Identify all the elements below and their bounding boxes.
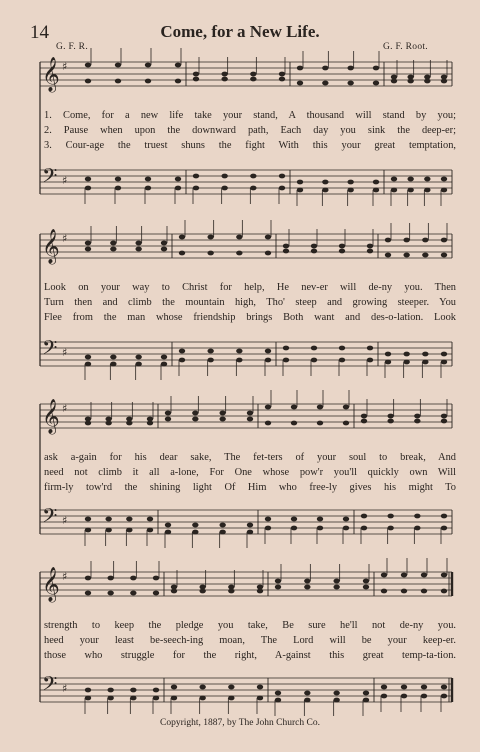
notehead <box>283 244 289 249</box>
notehead <box>147 528 153 533</box>
lyric-line: firm-ly tow'rd the shining light Of Him who free-ly gives his might To <box>44 482 456 493</box>
notehead <box>207 349 213 354</box>
notehead <box>207 235 213 240</box>
notehead <box>228 685 234 690</box>
lyric-line: Turn then and climb the mountain high, Tho' steep and growing steeper. You <box>44 297 456 308</box>
notehead <box>115 177 121 182</box>
notehead <box>110 362 116 367</box>
notehead <box>387 414 393 419</box>
notehead <box>171 589 177 594</box>
notehead <box>391 79 397 84</box>
notehead <box>311 249 317 254</box>
sharp-icon: ♯ <box>62 682 68 695</box>
notehead <box>85 79 91 84</box>
notehead <box>165 523 171 528</box>
notehead <box>192 530 198 535</box>
notehead <box>275 691 281 696</box>
notehead <box>247 411 253 416</box>
notehead <box>110 355 116 360</box>
notehead <box>265 421 271 426</box>
notehead <box>441 238 447 243</box>
notehead <box>153 688 159 693</box>
notehead <box>85 696 91 701</box>
notehead <box>441 414 447 419</box>
notehead <box>441 685 447 690</box>
notehead <box>291 517 297 522</box>
notehead <box>85 591 91 596</box>
notehead <box>317 526 323 531</box>
notehead <box>441 589 447 594</box>
notehead <box>373 81 379 86</box>
notehead <box>265 517 271 522</box>
notehead <box>422 360 428 365</box>
notehead <box>424 188 430 193</box>
notehead <box>236 251 242 256</box>
notehead <box>283 249 289 254</box>
notehead <box>275 585 281 590</box>
notehead <box>403 360 409 365</box>
lyricist-credit: G. F. R. <box>56 42 88 52</box>
notehead <box>145 186 151 191</box>
notehead <box>339 249 345 254</box>
notehead <box>171 696 177 701</box>
notehead <box>317 517 323 522</box>
lyric-line: those who struggle for the right, A-gainst this great temp-ta-tion. <box>44 650 456 661</box>
notehead <box>219 417 225 422</box>
notehead <box>135 241 141 246</box>
notehead <box>343 526 349 531</box>
notehead <box>179 251 185 256</box>
notehead <box>387 419 393 424</box>
notehead <box>193 72 199 77</box>
notehead <box>135 362 141 367</box>
notehead <box>291 421 297 426</box>
notehead <box>85 688 91 693</box>
notehead <box>147 421 153 426</box>
bass-clef-icon: 𝄢 <box>42 672 58 700</box>
sharp-icon: ♯ <box>62 346 68 359</box>
notehead <box>387 526 393 531</box>
notehead <box>343 517 349 522</box>
notehead <box>441 419 447 424</box>
notehead <box>381 685 387 690</box>
notehead <box>441 188 447 193</box>
lyric-line: 3. Cour-age the truest shuns the fight With this your great temptation, <box>44 140 456 151</box>
lyric-line: ask a-gain for his dear sake, The fet-ters of your soul to break, And <box>44 452 456 463</box>
notehead <box>421 589 427 594</box>
notehead <box>179 358 185 363</box>
notehead <box>297 66 303 71</box>
notehead <box>145 79 151 84</box>
notehead <box>126 421 132 426</box>
notehead <box>322 180 328 185</box>
notehead <box>247 523 253 528</box>
notehead <box>192 411 198 416</box>
copyright-notice: Copyright, 1887, by The John Church Co. <box>159 718 320 728</box>
notehead <box>311 346 317 351</box>
notehead <box>221 174 227 179</box>
notehead <box>221 77 227 82</box>
notehead <box>85 63 91 68</box>
notehead <box>373 66 379 71</box>
notehead <box>279 186 285 191</box>
notehead <box>145 177 151 182</box>
treble-clef-icon: 𝄞 <box>42 567 60 602</box>
notehead <box>147 517 153 522</box>
notehead <box>130 688 136 693</box>
treble-clef-icon: 𝄞 <box>42 229 60 264</box>
lyric-line: heed your least be-seech-ing moan, The Lord will be your keep-er. <box>44 635 456 646</box>
notehead <box>414 514 420 519</box>
notehead <box>333 585 339 590</box>
notehead <box>153 576 159 581</box>
sharp-icon: ♯ <box>62 174 68 187</box>
hymn-title: Come, for a New Life. <box>160 22 320 41</box>
notehead <box>441 253 447 258</box>
notehead <box>421 685 427 690</box>
notehead <box>236 358 242 363</box>
notehead <box>304 579 310 584</box>
notehead <box>385 360 391 365</box>
notehead <box>219 530 225 535</box>
notehead <box>179 235 185 240</box>
notehead <box>115 63 121 68</box>
notehead <box>130 591 136 596</box>
notehead <box>441 360 447 365</box>
notehead <box>265 526 271 531</box>
notehead <box>126 517 132 522</box>
notehead <box>193 186 199 191</box>
notehead <box>385 238 391 243</box>
notehead <box>110 241 116 246</box>
notehead <box>153 696 159 701</box>
notehead <box>304 691 310 696</box>
notehead <box>279 174 285 179</box>
notehead <box>236 235 242 240</box>
notehead <box>161 241 167 246</box>
notehead <box>304 585 310 590</box>
notehead <box>373 180 379 185</box>
notehead <box>171 685 177 690</box>
notehead <box>347 188 353 193</box>
notehead <box>219 523 225 528</box>
lyric-line: need not climb it all a-lone, For One whose pow'r you'll quickly own Will <box>44 467 456 478</box>
notehead <box>175 186 181 191</box>
notehead <box>422 238 428 243</box>
notehead <box>343 405 349 410</box>
notehead <box>165 417 171 422</box>
treble-clef-icon: 𝄞 <box>42 399 60 434</box>
treble-clef-icon: 𝄞 <box>42 57 60 92</box>
sharp-icon: ♯ <box>62 402 68 415</box>
notehead <box>441 177 447 182</box>
notehead <box>199 685 205 690</box>
bass-clef-icon: 𝄢 <box>42 164 58 192</box>
lyric-line: strength to keep the pledge you take, Be sure he'll not de-ny you. <box>44 620 456 631</box>
notehead <box>317 405 323 410</box>
notehead <box>291 405 297 410</box>
notehead <box>105 528 111 533</box>
notehead <box>317 421 323 426</box>
notehead <box>304 698 310 703</box>
notehead <box>165 530 171 535</box>
notehead <box>107 688 113 693</box>
notehead <box>347 81 353 86</box>
notehead <box>265 235 271 240</box>
notehead <box>165 411 171 416</box>
notehead <box>85 362 91 367</box>
notehead <box>107 576 113 581</box>
notehead <box>297 180 303 185</box>
notehead <box>391 177 397 182</box>
notehead <box>265 251 271 256</box>
notehead <box>175 79 181 84</box>
notehead <box>107 696 113 701</box>
notehead <box>265 349 271 354</box>
notehead <box>161 362 167 367</box>
notehead <box>401 573 407 578</box>
notehead <box>175 177 181 182</box>
notehead <box>207 358 213 363</box>
notehead <box>250 186 256 191</box>
notehead <box>105 421 111 426</box>
notehead <box>85 241 91 246</box>
notehead <box>153 591 159 596</box>
notehead <box>441 352 447 357</box>
notehead <box>441 573 447 578</box>
notehead <box>250 72 256 77</box>
notehead <box>403 352 409 357</box>
notehead <box>391 188 397 193</box>
notehead <box>361 414 367 419</box>
notehead <box>130 696 136 701</box>
notehead <box>367 244 373 249</box>
notehead <box>401 589 407 594</box>
notehead <box>343 421 349 426</box>
bass-clef-icon: 𝄢 <box>42 336 58 364</box>
page-number: 14 <box>30 22 49 43</box>
notehead <box>401 685 407 690</box>
notehead <box>333 698 339 703</box>
lyric-line: 1. Come, for a new life take your stand, A thousand will stand by you; <box>44 110 456 121</box>
notehead <box>311 358 317 363</box>
notehead <box>250 174 256 179</box>
notehead <box>257 589 263 594</box>
notehead <box>193 77 199 82</box>
notehead <box>422 352 428 357</box>
notehead <box>207 251 213 256</box>
notehead <box>367 249 373 254</box>
notehead <box>105 517 111 522</box>
notehead <box>441 694 447 699</box>
notehead <box>228 696 234 701</box>
notehead <box>115 186 121 191</box>
notehead <box>85 186 91 191</box>
composer-credit: G. F. Root. <box>382 42 428 52</box>
notehead <box>291 526 297 531</box>
notehead <box>297 81 303 86</box>
notehead <box>192 417 198 422</box>
lyric-line: 2. Pause when upon the downward path, Each day you sink the deep-er; <box>44 125 456 136</box>
notehead <box>414 526 420 531</box>
notehead <box>322 81 328 86</box>
notehead <box>424 79 430 84</box>
notehead <box>361 514 367 519</box>
notehead <box>179 349 185 354</box>
notehead <box>333 691 339 696</box>
notehead <box>403 238 409 243</box>
notehead <box>250 77 256 82</box>
notehead <box>387 514 393 519</box>
notehead <box>403 253 409 258</box>
notehead <box>85 355 91 360</box>
notehead <box>363 579 369 584</box>
notehead <box>441 526 447 531</box>
notehead <box>381 589 387 594</box>
notehead <box>339 244 345 249</box>
notehead <box>219 411 225 416</box>
notehead <box>228 589 234 594</box>
notehead <box>257 685 263 690</box>
notehead <box>385 352 391 357</box>
notehead <box>322 188 328 193</box>
notehead <box>247 530 253 535</box>
notehead <box>221 72 227 77</box>
notehead <box>401 694 407 699</box>
notehead <box>361 526 367 531</box>
sharp-icon: ♯ <box>62 60 68 73</box>
notehead <box>322 66 328 71</box>
notehead <box>236 349 242 354</box>
notehead <box>381 694 387 699</box>
notehead <box>130 576 136 581</box>
sharp-icon: ♯ <box>62 570 68 583</box>
bass-clef-icon: 𝄢 <box>42 504 58 532</box>
notehead <box>85 247 91 252</box>
notehead <box>363 698 369 703</box>
notehead <box>279 77 285 82</box>
notehead <box>421 573 427 578</box>
notehead <box>297 188 303 193</box>
notehead <box>385 253 391 258</box>
notehead <box>283 346 289 351</box>
notehead <box>339 346 345 351</box>
notehead <box>193 174 199 179</box>
notehead <box>161 247 167 252</box>
notehead <box>199 696 205 701</box>
notehead <box>347 66 353 71</box>
notehead <box>115 79 121 84</box>
notehead <box>275 698 281 703</box>
notehead <box>339 358 345 363</box>
sharp-icon: ♯ <box>62 232 68 245</box>
notehead <box>407 79 413 84</box>
notehead <box>135 247 141 252</box>
notehead <box>107 591 113 596</box>
notehead <box>407 177 413 182</box>
notehead <box>407 188 413 193</box>
notehead <box>422 253 428 258</box>
notehead <box>424 177 430 182</box>
notehead <box>110 247 116 252</box>
notehead <box>161 355 167 360</box>
notehead <box>85 517 91 522</box>
notehead <box>283 358 289 363</box>
notehead <box>367 358 373 363</box>
notehead <box>414 419 420 424</box>
notehead <box>363 691 369 696</box>
notehead <box>311 244 317 249</box>
notehead <box>175 63 181 68</box>
notehead <box>441 514 447 519</box>
notehead <box>257 696 263 701</box>
notehead <box>361 419 367 424</box>
notehead <box>265 358 271 363</box>
notehead <box>279 72 285 77</box>
lyric-line: Flee from the man whose friendship brings Both want and des-o-lation. Look <box>44 312 456 323</box>
notehead <box>275 579 281 584</box>
notehead <box>85 421 91 426</box>
notehead <box>381 573 387 578</box>
notehead <box>367 346 373 351</box>
notehead <box>333 579 339 584</box>
notehead <box>85 528 91 533</box>
notehead <box>85 576 91 581</box>
notehead <box>441 79 447 84</box>
notehead <box>421 694 427 699</box>
notehead <box>373 188 379 193</box>
notehead <box>347 180 353 185</box>
notehead <box>135 355 141 360</box>
notehead <box>192 523 198 528</box>
notehead <box>265 405 271 410</box>
notehead <box>221 186 227 191</box>
notehead <box>145 63 151 68</box>
sharp-icon: ♯ <box>62 514 68 527</box>
lyric-line: Look on your way to Christ for help, He nev-er will de-ny you. Then <box>44 282 456 293</box>
notehead <box>363 585 369 590</box>
notehead <box>247 417 253 422</box>
notehead <box>414 414 420 419</box>
notehead <box>85 177 91 182</box>
notehead <box>126 528 132 533</box>
notehead <box>199 589 205 594</box>
